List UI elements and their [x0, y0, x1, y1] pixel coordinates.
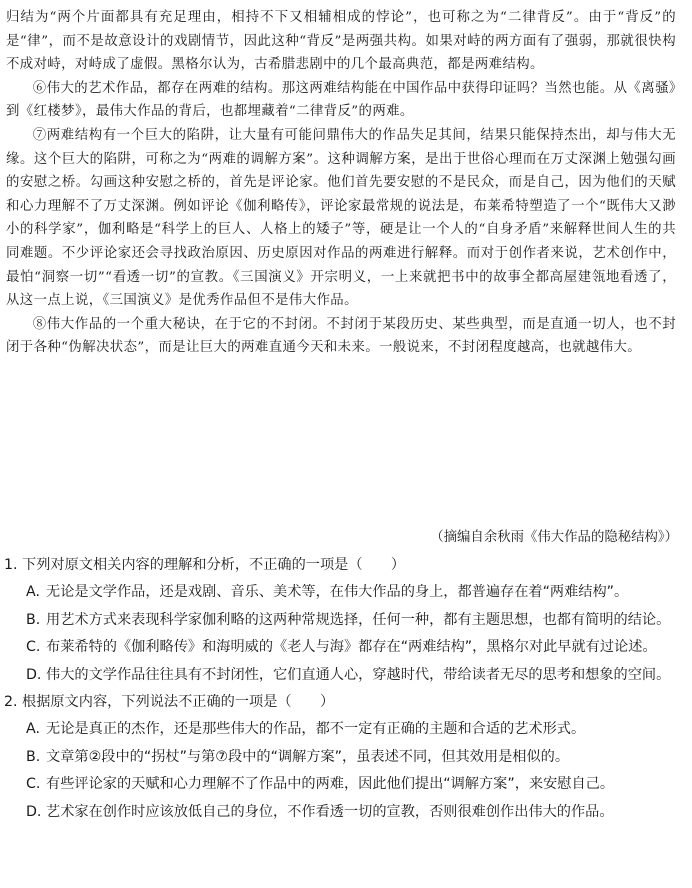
option-text: 有些评论家的天赋和心力理解不了作品中的两难，因此他们提出“调解方案”，来安慰自己。 — [46, 776, 615, 793]
option-c[interactable] — [4, 771, 680, 798]
question-1 — [4, 552, 680, 689]
option-letter: D. — [26, 803, 42, 820]
option-b[interactable] — [4, 744, 680, 771]
option-letter: A. — [26, 721, 40, 738]
option-letter: C. — [26, 776, 41, 793]
question-stem: 1. 下列对原文相关内容的理解和分析，不正确的一项是（ ） — [4, 557, 406, 573]
option-letter: B. — [26, 748, 41, 765]
question-stem: 2. 根据原文内容，下列说法不正确的一项是（ ） — [4, 694, 335, 711]
option-text: 布莱希特的《伽利略传》和海明威的《老人与海》都存在“两难结构”，黑格尔对此早就有过论述。 — [46, 639, 657, 656]
option-a[interactable] — [4, 579, 680, 606]
option-text: 文章第②段中的“拐杖”与第⑦段中的“调解方案”，虽表述不同，但其效用是相似的。 — [46, 748, 570, 765]
source-citation: （摘编自余秋雨《伟大作品的隐秘结构》） — [430, 530, 678, 545]
option-text: 艺术家在创作时应该放低自己的身位，不作看透一切的宣教，否则很难创作出伟大的作品。 — [46, 803, 614, 820]
option-d[interactable] — [4, 799, 680, 826]
question-2 — [4, 689, 680, 826]
paragraph-8: ⑧伟大作品的一个重大秘诀，在于它的不封闭。不封闭于某段历史、某些典型，而是直通一切人，也不封闭于各种“伪解决状态”，而是让巨大的两难直通今天和未来。一般说来，不封闭程度越高，也就越伟大。 — [6, 316, 676, 356]
option-c[interactable] — [4, 634, 680, 661]
option-text: 无论是真正的杰作，还是那些伟大的作品，都不一定有正确的主题和合适的艺术形式。 — [46, 721, 586, 738]
question-list — [4, 552, 680, 826]
option-letter: C. — [26, 639, 41, 656]
option-text: 无论是文学作品，还是戏剧、音乐、美术等，在伟大作品的身上，都普遍存在着“两难结构”。 — [46, 584, 629, 601]
paragraph-continued: 归结为“两个片面都具有充足理由，相持不下又相辅相成的悖论”，也可称之为“二律背反”。由于“背反”的是“律”，而不是故意设计的戏剧情节，因此这种“背反”是两强共构。如果对峙的两方面有了强弱，那就很快构不成对峙，对峙成了虚假。黑格尔认为，古希腊悲剧中的几个最高典范，都是两难结构。 — [6, 10, 676, 73]
option-letter: D. — [26, 666, 42, 683]
reading-passage — [6, 6, 676, 360]
option-text: 用艺术方式来表现科学家伽利略的这两种常规选择，任何一种，都有主题思想，也都有简明的结论。 — [46, 611, 671, 628]
paragraph-7: ⑦两难结构有一个巨大的陷阱，让大量有可能问鼎伟大的作品失足其间，结果只能保持杰出，却与伟大无缘。这个巨大的陷阱，可称之为“两难的调解方案”。这种调解方案，是出于世俗心理而在万丈深渊上勉强勾画的安慰之桥。勾画这种安慰之桥的，首先是评论家。他们首先要安慰的不是民众，而是自己，因为他们的天赋和心力理解不了万丈深渊。例如评论《伽利略传》，评论家最常规的说法是，布莱希特塑造了一个“既伟大又渺小的科学家”，伽利略是“科学上的巨人、人格上的矮子”等，硬是让一个人的“自身矛盾”来解释世间人生的共同难题。不少评论家还会寻找政治原因、历史原因对作品的两难进行解释。而对于创作者来说，艺术创作中，最怕“洞察一切”“看透一切”的宣教。《三国演义》开宗明义，一上来就把书中的故事全都高屋建瓴地看透了，从这一点上说，《三国演义》是优秀作品但不是伟大作品。 — [6, 127, 676, 309]
paragraph-6: ⑥伟大的艺术作品，都存在两难的结构。那这两难结构能在中国作品中获得印证吗？当然也能。从《离骚》到《红楼梦》，最伟大作品的背后，也都埋藏着“二律背反”的两难。 — [6, 80, 676, 120]
option-letter: A. — [26, 584, 40, 601]
option-a[interactable] — [4, 716, 680, 743]
option-d[interactable] — [4, 662, 680, 689]
option-text: 伟大的文学作品往往具有不封闭性，它们直通人心，穿越时代，带给读者无尽的思考和想象的空间。 — [46, 666, 671, 683]
option-letter: B. — [26, 611, 41, 628]
option-b[interactable] — [4, 607, 680, 634]
